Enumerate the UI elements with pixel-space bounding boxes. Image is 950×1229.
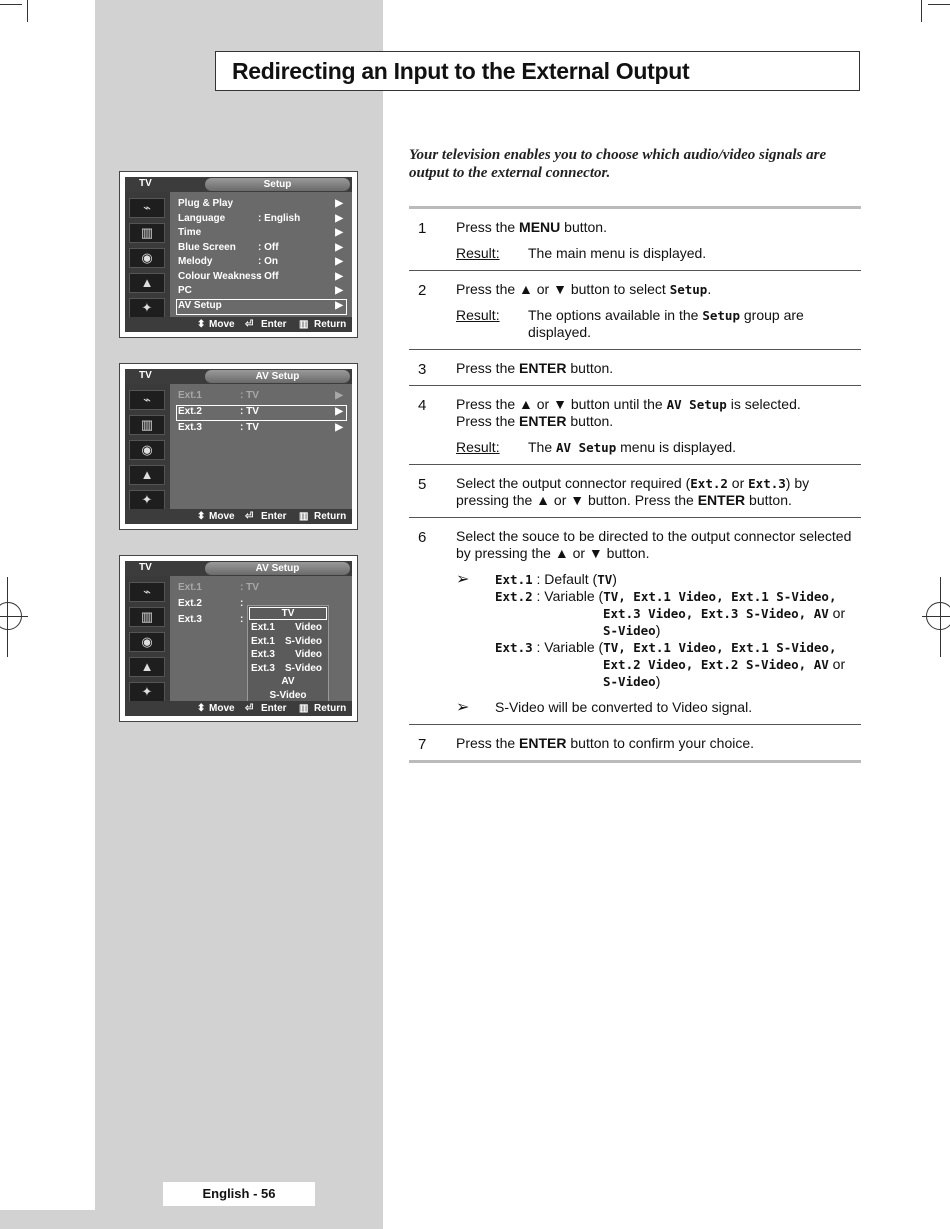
step-1 [409,209,861,271]
step-instruction: Press the MENU button. [456,219,607,235]
osd-menu-item: PC ▶ [178,285,343,296]
step-number: 2 [418,282,427,299]
crop-mark [928,4,950,5]
osd-move-label: Move [209,703,235,714]
step-instruction: Select the output connector required (Ext.2 or Ext.3) by pressing the ▲ or ▼ button. Press the ENTER button. [456,475,810,508]
input-icon: ✦ [129,298,165,318]
osd-enter-label: Enter [261,319,287,330]
osd-menu-item: Time ▶ [178,227,343,238]
sound-icon: ▥ [129,607,165,627]
picture-icon: ⌁ [129,582,165,602]
osd-header [125,369,352,384]
page-sidebar-foot [0,1210,95,1229]
step-2 [409,271,861,350]
return-icon: ▥ [299,703,309,714]
dropdown-item: Ext.3 S-Video [251,662,322,674]
osd-menu-item: Plug & Play ▶ [178,198,343,209]
osd-return-label: Return [314,511,347,522]
page-footer: English - 56 [163,1182,315,1206]
registration-mark [926,602,950,630]
step-result: Result: The main menu is displayed. [456,245,707,261]
step-4 [409,386,861,465]
step-number: 4 [418,397,427,414]
move-icon: ⬍ [197,703,206,714]
step-instruction: Press the ▲ or ▼ button to select Setup. [456,281,712,297]
osd-menu-item: Melody : On ▶ [178,256,343,267]
osd-tab-title: Setup [205,178,350,191]
return-icon: ▥ [299,319,309,330]
osd-panel [125,177,352,332]
osd-panel [125,561,352,716]
enter-icon: ⏎ [245,319,254,330]
step-number: 7 [418,736,427,753]
osd-menu-item: Blue Screen : Off ▶ [178,241,343,253]
step-number: 6 [418,529,427,546]
osd-menu-item: Ext.1 : TV [178,582,259,593]
step-5 [409,465,861,518]
move-icon: ⬍ [197,319,206,330]
step-instruction: Press the ENTER button to confirm your choice. [456,735,755,751]
sound-icon: ▥ [129,223,165,243]
crop-mark [27,0,28,22]
step-instruction: Press the ▲ or ▼ button until the AV Setup is selected. Press the ENTER button. [456,396,801,429]
step-instruction: Select the souce to be directed to the output connector selected by pressing the ▲ or ▼ button. [456,528,852,561]
page-title: Redirecting an Input to the External Output [232,58,690,84]
osd-icon-column [125,192,170,317]
channel-icon: ◉ [129,632,165,652]
step-result: Result: The options available in the Setup group are displayed. [456,307,804,340]
osd-tab-title: AV Setup [205,370,350,383]
crop-mark [921,0,922,22]
osd-move-label: Move [209,319,235,330]
setup-icon: ▲ [129,273,165,293]
dropdown-item: S-Video [269,689,307,701]
note-arrow-icon: ➢ [456,571,470,588]
title-box [215,51,860,91]
step-number: 5 [418,476,427,493]
crop-mark [0,4,22,5]
osd-menu-item: Colour Weakness : Off ▶ [178,270,343,282]
setup-icon: ▲ [129,657,165,677]
channel-icon: ◉ [129,440,165,460]
osd-menu-item: Ext.1 : TV ▶ [178,390,343,401]
osd-tv-label: TV [139,562,152,573]
osd-enter-label: Enter [261,703,287,714]
osd-icon-column [125,576,170,701]
osd-menu-item: Ext.3 : [178,614,244,625]
dropdown-item-selected: TV [249,607,327,620]
osd-return-label: Return [314,703,347,714]
osd-footer [125,317,352,332]
osd-return-label: Return [314,319,347,330]
osd-icon-column [125,384,170,509]
enter-icon: ⏎ [245,511,254,522]
step-note-svideo: ➢ S-Video will be converted to Video signal. [456,699,753,716]
picture-icon: ⌁ [129,390,165,410]
osd-menu-item: Ext.2 : [178,598,244,609]
osd-screen-av-setup-dropdown [119,555,358,722]
move-icon: ⬍ [197,511,206,522]
osd-screen-av-setup [119,363,358,530]
step-note-sources: ➢ Ext.1 : Default (TV) Ext.2 : Variable (TV, Ext.1 Video, Ext.1 S-Video, Ext.3 Video, Ext.3 S-Video, AV or S-Video) Ext.3 : Variable (TV, Ext.1 Video, Ext.1 S-Video, Ext.2 Video, Ext.2 S-Video, AV or S-Video) [456,571,846,689]
input-icon: ✦ [129,682,165,702]
osd-panel [125,369,352,524]
osd-footer [125,509,352,524]
sound-icon: ▥ [129,415,165,435]
setup-icon: ▲ [129,465,165,485]
steps-table [409,206,861,763]
osd-dropdown-list [247,605,329,703]
dropdown-item: AV [281,676,295,687]
step-number: 1 [418,220,427,237]
osd-footer [125,701,352,716]
input-icon: ✦ [129,490,165,510]
return-icon: ▥ [299,511,309,522]
osd-menu-item-selected: AV Setup ▶ [177,300,346,314]
dropdown-item: Ext.1 S-Video [251,635,322,647]
step-7 [409,725,861,763]
osd-menu-item: Ext.3 : TV ▶ [178,422,343,433]
picture-icon: ⌁ [129,198,165,218]
osd-tab-title: AV Setup [205,562,350,575]
enter-icon: ⏎ [245,703,254,714]
osd-header [125,177,352,192]
dropdown-item: Ext.1 Video [251,622,322,633]
step-6 [409,518,861,725]
step-result: Result: The AV Setup menu is displayed. [456,439,737,455]
osd-menu-item: Language : English ▶ [178,212,343,224]
osd-header [125,561,352,576]
intro-text: Your television enables you to choose which audio/video signals are output to the external connector. [409,147,827,181]
osd-tv-label: TV [139,370,152,381]
channel-icon: ◉ [129,248,165,268]
osd-move-label: Move [209,511,235,522]
osd-tv-label: TV [139,178,152,189]
osd-screen-setup [119,171,358,338]
dropdown-item: Ext.3 Video [251,649,322,660]
registration-mark [0,602,22,630]
step-3 [409,350,861,386]
step-instruction: Press the ENTER button. [456,360,614,376]
osd-enter-label: Enter [261,511,287,522]
note-arrow-icon: ➢ [456,699,470,716]
step-number: 3 [418,361,427,378]
osd-menu-item-selected: Ext.2 : TV ▶ [177,406,346,420]
